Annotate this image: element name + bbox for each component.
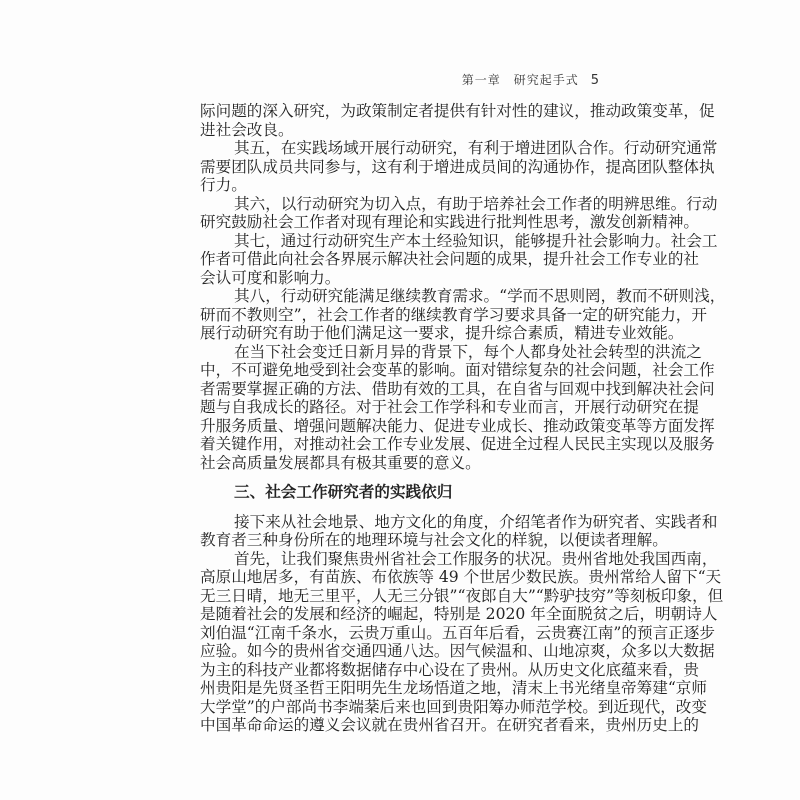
text-line: 研究鼓励社会工作者对现有理论和实践进行批判性思考，激发创新精神。	[200, 213, 700, 231]
text-line: 题与自我成长的路径。对于社会工作学科和专业而言，开展行动研究在提	[200, 398, 700, 416]
text-line: 其七，通过行动研究生产本土经验知识，能够提升社会影响力。社会工	[234, 231, 718, 250]
text-line: 行力。	[200, 176, 247, 194]
text-line: 者需要掌握正确的方法、借助有效的工具，在自省与回观中找到解决社会问	[200, 379, 715, 398]
text-line: 展行动研究有助于他们满足这一要求，提升综合素质，精进专业效能。	[200, 324, 684, 342]
text-line: 会认可度和影响力。	[200, 268, 341, 287]
text-line: 接下来从社会地景、地方文化的角度，介绍笔者作为研究者、实践者和	[234, 512, 718, 531]
text-line: 社会高质量发展都具有极其重要的意义。	[200, 453, 481, 472]
paragraph	[200, 512, 718, 550]
text-line: 其六，以行动研究为切入点，有助于培养社会工作者的明辨思维。行动	[234, 194, 718, 213]
text-line: 中国革命命运的遵义会议就在贵州省召开。在研究者看来，贵州历史上的	[200, 716, 700, 734]
text-line: 在当下社会变迁日新月异的背景下，每个人都身处社会转型的洪流之	[234, 342, 702, 361]
text-line: 首先，让我们聚焦贵州省社会工作服务的状况。贵州省地处我国西南，	[234, 549, 718, 568]
text-line: 中，不可避免地受到社会变革的影响。面对错综复杂的社会问题，社会工作	[200, 361, 715, 379]
section-heading: 三、社会工作研究者的实践依归	[234, 483, 453, 501]
paragraph	[200, 102, 715, 139]
paragraph	[200, 287, 726, 343]
running-head	[462, 71, 600, 88]
paragraph	[200, 342, 715, 473]
body-text	[200, 102, 726, 735]
text-line: 应验。如今的贵州省交通四通八达。因气候温和、山地凉爽，众多以大数据	[200, 642, 715, 660]
text-line: 为主的科技产业都将数据储存中心设在了贵州。从历史文化底蕴来看，贵	[200, 660, 700, 679]
text-line: 其八，行动研究能满足继续教育需求。“学而不思则罔，教而不研则浅，	[234, 287, 726, 305]
paragraph	[200, 549, 724, 735]
paragraph	[200, 139, 718, 195]
text-line: 大学堂”的户部尚书李端棻后来也回到贵阳筹办师范学校。到近现代，改变	[200, 697, 707, 716]
page-number: 5	[590, 73, 600, 88]
paragraph	[200, 194, 718, 232]
text-line: 作者可借此向社会各界展示解决社会问题的成果，提升社会工作专业的社	[200, 250, 700, 268]
text-line: 是随着社会的发展和经济的崛起，特别是 2020 年全面脱贫之后，明朝诗人	[200, 605, 718, 623]
text-line: 际问题的深入研究，为政策制定者提供有针对性的建议，推动政策变革，促	[200, 102, 715, 120]
text-line: 刘伯温“江南千条水，云贵万重山。五百年后看，云贵赛江南”的预言正逐步	[200, 623, 715, 642]
text-line: 高原山地居多，有苗族、布依族等 49 个世居少数民族。贵州常给人留下“天	[200, 568, 722, 586]
text-line: 州贵阳是先贤圣哲王阳明先生龙场悟道之地，清末上书光绪皇帝筹建“京师	[200, 679, 707, 697]
text-line: 教育者三种身份所在的地理环境与社会文化的样貌，以便读者理解。	[200, 531, 668, 549]
text-line: 研而不教则空”，社会工作者的继续教育学习要求具备一定的研究能力，开	[200, 305, 707, 324]
text-line: 无三日晴，地无三里平，人无三分银”“夜郎自大”“黔驴技穷”等刻板印象，但	[200, 586, 724, 605]
text-line: 需要团队成员共同参与，这有利于增进成员间的沟通协作，提高团队整体执	[200, 157, 715, 176]
text-line: 进社会改良。	[200, 120, 294, 139]
paragraph	[200, 231, 718, 288]
chapter-title: 第一章 研究起手式	[461, 73, 579, 87]
text-line: 其五，在实践场域开展行动研究，有利于增进团队合作。行动研究通常	[234, 139, 718, 157]
text-line: 升服务质量、增强问题解决能力、促进专业成长、推动政策变革等方面发挥	[200, 416, 715, 435]
text-line: 着关键作用，对推动社会工作专业发展、促进全过程人民民主实现以及服务	[200, 435, 715, 453]
